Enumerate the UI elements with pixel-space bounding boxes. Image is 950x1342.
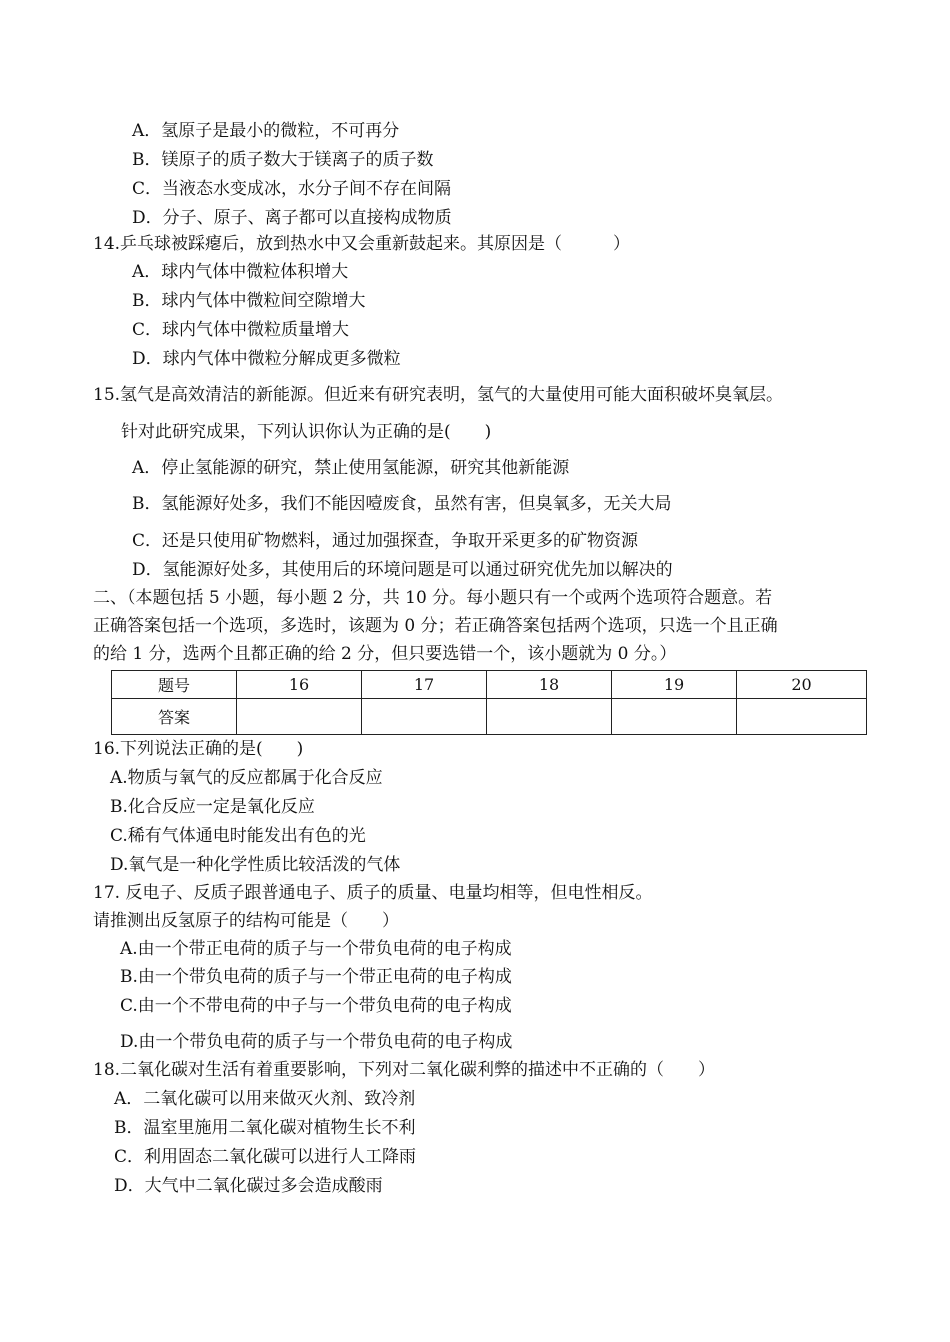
q17-stem-line2: 请推测出反氢原子的结构可能是（ ） [93,911,399,931]
q14-option-a: A．球内气体中微粒体积增大 [132,262,349,282]
table-answer-label: 答案 [112,699,237,735]
q14-option-b: B．球内气体中微粒间空隙增大 [132,291,366,311]
q13-option-b: B．镁原子的质子数大于镁离子的质子数 [132,150,434,170]
answer-cell-17[interactable] [362,699,487,735]
table-number-17: 17 [362,671,487,699]
q16-option-a: A.物质与氧气的反应都属于化合反应 [110,768,383,788]
q16-option-c: C.稀有气体通电时能发出有色的光 [110,826,366,846]
q16-option-d: D.氧气是一种化学性质比较活泼的气体 [110,855,401,875]
answer-cell-18[interactable] [487,699,612,735]
answer-cell-19[interactable] [612,699,737,735]
q13-option-a: A．氢原子是最小的微粒，不可再分 [132,121,400,141]
section2-intro-line1: 二、（本题包括 5 小题，每小题 2 分，共 10 分。每小题只有一个或两个选项符合题意。若 [93,588,773,608]
q14-stem: 14.乒乓球被踩瘪后，放到热水中又会重新鼓起来。其原因是（ ） [93,234,631,254]
answer-cell-20[interactable] [737,699,867,735]
q17-stem-line1: 17. 反电子、反质子跟普通电子、质子的质量、电量均相等，但电性相反。 [93,883,653,903]
q16-stem: 16.下列说法正确的是( ) [93,739,304,759]
q14-option-d: D．球内气体中微粒分解成更多微粒 [132,349,401,369]
q18-stem: 18.二氧化碳对生活有着重要影响，下列对二氧化碳利弊的描述中不正确的（ ） [93,1060,716,1080]
q15-option-d: D．氢能源好处多，其使用后的环境问题是可以通过研究优先加以解决的 [132,560,673,580]
q17-option-b: B.由一个带负电荷的质子与一个带正电荷的电子构成 [120,967,512,987]
q15-stem-line1: 15.氢气是高效清洁的新能源。但近来有研究表明，氢气的大量使用可能大面积破坏臭氧层。 [93,385,784,405]
q18-option-c: C．利用固态二氧化碳可以进行人工降雨 [114,1147,417,1167]
answer-table-header-row [112,671,867,699]
answer-table-answer-row [112,699,867,735]
q15-option-c: C．还是只使用矿物燃料，通过加强探查，争取开采更多的矿物资源 [132,531,639,551]
answer-cell-16[interactable] [237,699,362,735]
q14-option-c: C．球内气体中微粒质量增大 [132,320,350,340]
q15-option-a: A．停止氢能源的研究，禁止使用氢能源，研究其他新能源 [132,458,570,478]
q16-option-b: B.化合反应一定是氧化反应 [110,797,315,817]
table-number-19: 19 [612,671,737,699]
q13-option-c: C．当液态水变成冰，水分子间不存在间隔 [132,179,452,199]
q18-option-d: D．大气中二氧化碳过多会造成酸雨 [114,1176,383,1196]
table-number-18: 18 [487,671,612,699]
section2-intro-line3: 的给 1 分，选两个且都正确的给 2 分，但只要选错一个，该小题就为 0 分。） [93,644,677,664]
table-number-16: 16 [237,671,362,699]
table-number-20: 20 [737,671,867,699]
q15-stem-line2: 针对此研究成果，下列认识你认为正确的是( ) [121,422,492,442]
q17-option-d: D.由一个带负电荷的质子与一个带负电荷的电子构成 [120,1032,513,1052]
section2-intro-line2: 正确答案包括一个选项，多选时，该题为 0 分；若正确答案包括两个选项，只选一个且正确 [93,616,778,636]
q13-option-d: D．分子、原子、离子都可以直接构成物质 [132,208,452,228]
q17-option-a: A.由一个带正电荷的质子与一个带负电荷的电子构成 [120,939,512,959]
q18-option-b: B．温室里施用二氧化碳对植物生长不利 [114,1118,416,1138]
answer-table [111,670,867,735]
q18-option-a: A．二氧化碳可以用来做灭火剂、致冷剂 [114,1089,416,1109]
q17-option-c: C.由一个不带电荷的中子与一个带负电荷的电子构成 [120,996,512,1016]
q15-option-b: B．氢能源好处多，我们不能因噎废食，虽然有害，但臭氧多，无关大局 [132,494,672,514]
table-header-label: 题号 [112,671,237,699]
